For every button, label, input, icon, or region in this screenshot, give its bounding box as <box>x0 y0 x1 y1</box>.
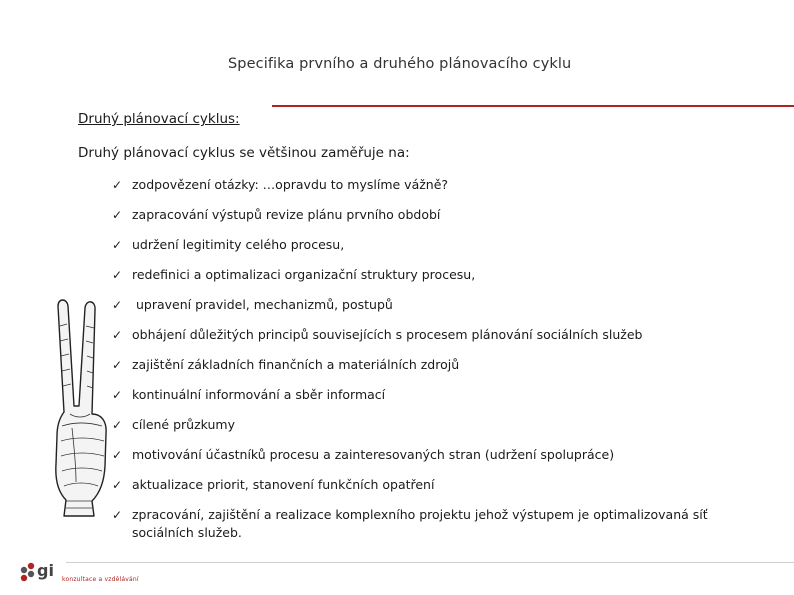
check-icon: ✓ <box>112 238 123 252</box>
list-item <box>112 236 772 266</box>
check-icon: ✓ <box>112 208 123 222</box>
footer-divider <box>66 562 794 563</box>
list-item <box>112 476 772 506</box>
check-icon: ✓ <box>112 268 123 282</box>
list-item <box>112 416 772 446</box>
list-item-text: kontinuální informování a sběr informací <box>132 387 386 402</box>
section-heading: Druhý plánovací cyklus: <box>78 111 240 127</box>
intro-text: Druhý plánovací cyklus se většinou zaměřuje na: <box>78 145 410 161</box>
check-icon: ✓ <box>112 418 123 432</box>
list-item <box>112 206 772 236</box>
list-item <box>112 176 772 206</box>
list-item <box>112 266 772 296</box>
check-icon: ✓ <box>112 358 123 372</box>
check-icon: ✓ <box>112 508 123 522</box>
list-item-text: motivování účastníků procesu a zainteresovaných stran (udržení spolupráce) <box>132 447 615 462</box>
check-icon: ✓ <box>112 388 123 402</box>
check-icon: ✓ <box>112 448 123 462</box>
list-item <box>112 506 772 546</box>
list-item-text: aktualizace priorit, stanovení funkčních opatření <box>132 477 435 492</box>
list-item <box>112 386 772 416</box>
list-item <box>112 446 772 476</box>
slide-title: Specifika prvního a druhého plánovacího cyklu <box>228 56 572 72</box>
list-item-text: zodpovězení otázky: …opravdu to myslíme vážně? <box>132 177 449 192</box>
list-item-text: udržení legitimity celého procesu, <box>132 237 345 252</box>
logo-tagline: konzultace a vzdělávání <box>62 576 139 583</box>
check-icon: ✓ <box>112 328 123 342</box>
list-item-text: obhájení důležitých principů souvisejících s procesem plánování sociálních služeb <box>132 327 643 342</box>
gi-logo-icon <box>18 558 64 588</box>
list-item-text: zajištění základních finančních a materiálních zdrojů <box>132 357 460 372</box>
victory-hand-icon <box>52 296 110 518</box>
list-item <box>112 296 772 326</box>
list-item-text: zapracování výstupů revize plánu prvního období <box>132 207 441 222</box>
list-item-text: upravení pravidel, mechanizmů, postupů <box>132 297 393 312</box>
list-item <box>112 356 772 386</box>
list-item <box>112 326 772 356</box>
title-divider <box>272 105 794 107</box>
check-icon: ✓ <box>112 478 123 492</box>
focus-checklist <box>112 176 772 546</box>
logo-wordmark: gi <box>37 561 54 580</box>
list-item-text: cílené průzkumy <box>132 417 236 432</box>
list-item-text: redefinici a optimalizaci organizační struktury procesu, <box>132 267 476 282</box>
list-item-text: zpracování, zajištění a realizace komplexního projektu jehož výstupem je optimalizovaná síť sociálních služeb. <box>132 507 708 540</box>
check-icon: ✓ <box>112 298 123 312</box>
check-icon: ✓ <box>112 178 123 192</box>
